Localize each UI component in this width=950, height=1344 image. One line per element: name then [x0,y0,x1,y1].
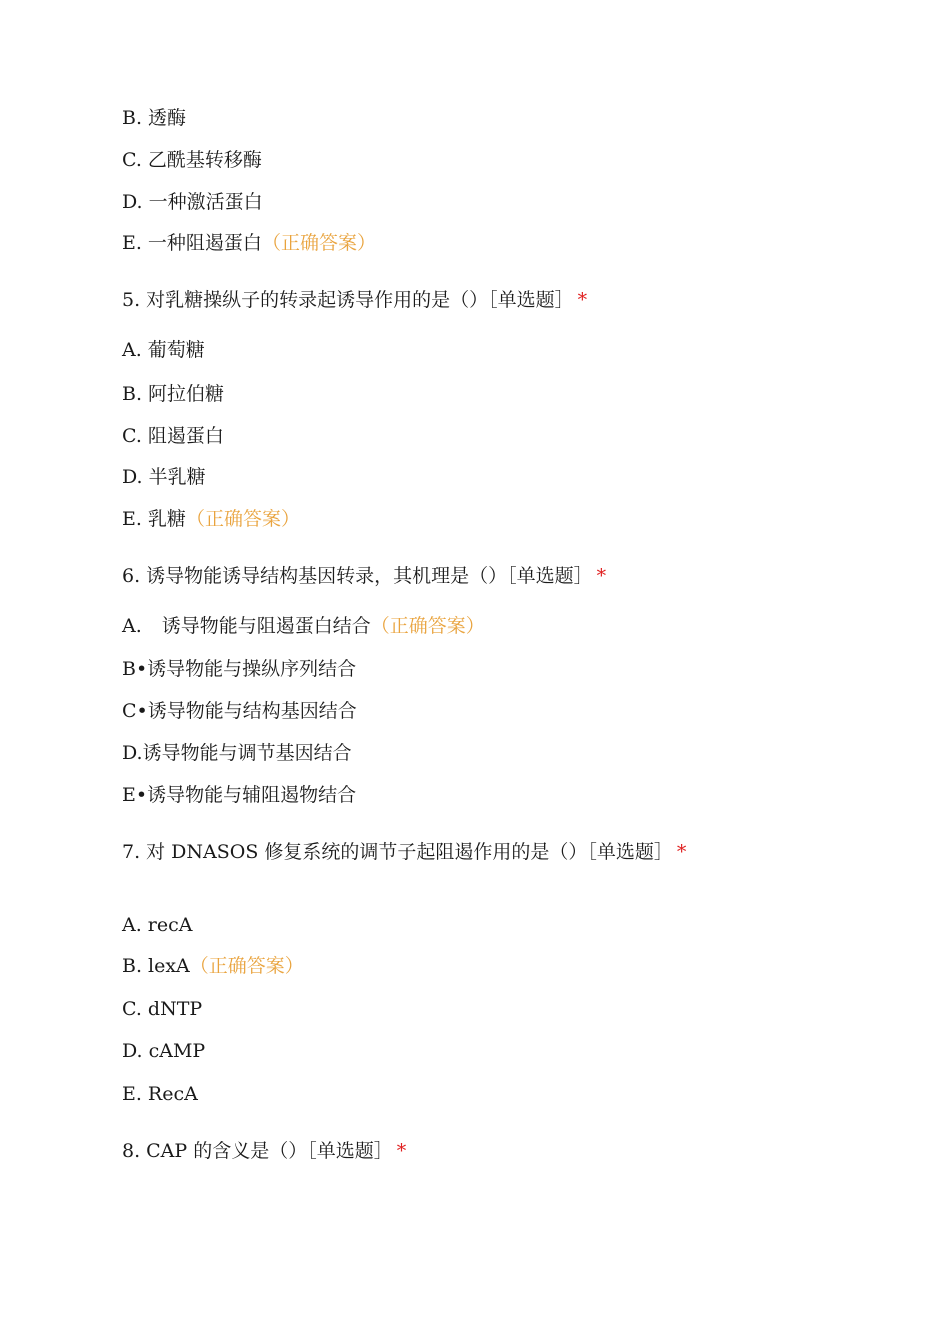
q5-option-a: A. 葡萄糖 [122,339,205,361]
q4-option-e: E. 一种阻遏蛋白（正确答案） [122,232,376,254]
q6-option-d: D.诱导物能与调节基因结合 [122,742,352,764]
q4-option-b: B. 透酶 [122,107,187,129]
correct-answer-tag: （正确答案） [189,955,304,977]
required-marker: * [577,289,588,311]
q7-option-c: C. dNTP [122,998,203,1020]
q5-option-b: B. 阿拉伯糖 [122,383,225,405]
q5-option-d: D. 半乳糖 [122,466,206,488]
required-marker: * [596,565,607,587]
q6-option-a: A. 诱导物能与阻遏蛋白结合（正确答案） [122,615,485,637]
correct-answer-tag: （正确答案） [185,508,300,530]
q7-option-a: A. recA [122,914,193,936]
question-8-title: 8. CAP 的含义是（）［单选题］ * [122,1140,407,1162]
q7-option-e: E. RecA [122,1083,198,1105]
q6-option-e: E•诱导物能与辅阻遏物结合 [122,784,357,806]
question-6-title: 6. 诱导物能诱导结构基因转录，其机理是（）［单选题］ * [122,565,607,587]
q5-option-e: E. 乳糖（正确答案） [122,508,300,530]
required-marker: * [396,1140,407,1162]
q7-option-d: D. cAMP [122,1040,206,1062]
q4-option-c: C. 乙酰基转移酶 [122,149,262,171]
q7-option-b: B. lexA（正确答案） [122,955,304,977]
question-7-title: 7. 对 DNASOS 修复系统的调节子起阻遏作用的是（）［单选题］ * [122,841,687,863]
correct-answer-tag: （正确答案） [370,615,485,637]
q6-option-c: C•诱导物能与结构基因结合 [122,700,357,722]
required-marker: * [676,841,687,863]
question-5-title: 5. 对乳糖操纵子的转录起诱导作用的是（）［单选题］ * [122,289,588,311]
q4-option-d: D. 一种激活蛋白 [122,191,263,213]
q5-option-c: C. 阻遏蛋白 [122,425,224,447]
q6-option-b: B•诱导物能与操纵序列结合 [122,658,357,680]
correct-answer-tag: （正确答案） [261,232,376,254]
